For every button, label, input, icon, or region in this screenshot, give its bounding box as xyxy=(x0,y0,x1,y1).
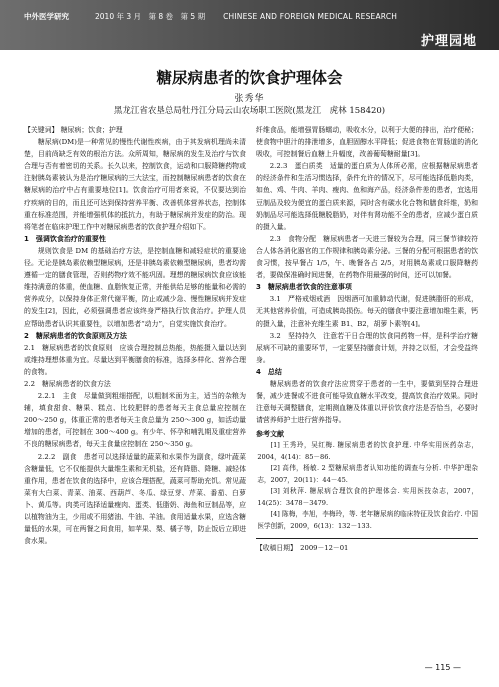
body-paragraph: 糖尿病患者的饮食疗法应贯穿于患者的一生中，要做到坚持合理进餐，减少进餐或不进食可能导致血糖水平改变，提高饮食治疗效果。同时注意每天调整膳食，定期测血糖及体重以评价饮食疗法是否恰当，必要时请营养师护士进行营养指导。 xyxy=(256,379,478,425)
body-paragraph: 纤维食品，能增强胃肠蠕动，吸收水分，以利于大便的排出，治疗便秘；使食物中胆汁的排泄增多，血胆固醇水平降低；促进食物在胃肠道的消化吸收，可控制餐后血糖上升幅度，改善葡萄糖耐量[3]。 xyxy=(256,126,478,159)
body-paragraph: 3.2 坚持持久 注意若干日合理的饮食同药物一样，是科学治疗糖尿病不可缺的重要环节，一定要坚持膳食计划，并持之以恒，才会受益终身。 xyxy=(256,331,478,364)
page-number: — 115 — xyxy=(424,663,461,672)
body-paragraph: 3.1 严格戒烟戒酒 因烟酒可加重肺动代谢，促进胰脂肝的形成，无其他营养价值，可造成胰岛损伤。每天的膳食中要注意增加维生素，钙的摄入量，注意补充维生素 B1、B2，胡萝卜素等[4]。 xyxy=(256,295,478,328)
body-paragraph: 2.2.1 主食 尽量做到粗细搭配，以粗制米面为主，适当的杂粮为辅，填食甜食、糖果、糕点、比较肥胖的患者每天主食总量应控制在 200～250 g，体重正常的患者每天主食总量为 250～300 g，如活动量增加的患者，可控制在 300～400 g。有少年、怀孕和哺乳期及重症营养不良的糖尿病患者，每天主食量应控制在 250～350 g。 xyxy=(24,392,246,449)
section-heading: 2 糖尿病患者的饮食原则及方法 xyxy=(24,331,127,340)
section-heading: 4 总结 xyxy=(256,367,282,376)
keywords: 【关键词】 糖尿病；饮食；护理 xyxy=(24,126,123,134)
author-affiliation: 黑龙江省农垦总局牡丹江分局云山农场职工医院(黑龙江 虎林 158420) xyxy=(113,106,386,116)
article-author: 张秀华 xyxy=(234,94,265,104)
body-paragraph: 2.3 食物分配 糖尿病患者一天进三餐较为合理，同三餐节律较符合人体各消化器官的工作规律和胰岛素分泌。三餐的分配可根据患者的饮食习惯，按早餐占 1/5，午、晚餐各占 2/5，对用胰岛素或口服降糖药者，要做保准确时间进餐，在药物作用最强的时间，还可以加餐。 xyxy=(256,234,478,280)
reference-item: [1] 王秀玲，吴红梅. 糖尿病患者的饮食护理. 中华实用医药杂志，2004，4(14)：85－86. xyxy=(257,441,478,461)
section-heading: 3 糖尿病患者饮食的注意事项 xyxy=(256,283,352,292)
journal-english-name: CHINESE AND FOREIGN MEDICAL RESEARCH xyxy=(223,11,398,21)
journal-name: 中外医学研究 xyxy=(24,11,69,21)
reference-item: [2] 高伟，杨敏. 2 型糖尿病患者认知功能的调查与分析. 中华护理杂志，2007，20(11)：44－45. xyxy=(257,464,478,484)
body-paragraph: 2.2.3 蛋白质类 适量的蛋白质为人体所必需，应根据糖尿病患者的经济条件和生活习惯选择，条件允许的情况下，尽可能选择低脂肉类，如鱼、鸡、牛肉、羊肉、瘦肉、鱼和海产品，经济条件差的患者，宜选用豆制品及较为便宜的蛋白质来源，同时含有碳水化合物和膳食纤维，奶和奶制品尽可能选择低糖脱脂奶，对伴有肾功能不全的患者，应减少蛋白质的摄入量。 xyxy=(256,162,478,231)
received-date: 【收稿日期】 2009－12－01 xyxy=(256,538,478,554)
body-paragraph: 糖尿病(DM)是一种常见的慢性代谢性疾病，由于其发病机理尚未清楚，目前尚缺乏有效的根治方法。众所周知，糖尿病的发生及治疗与饮食合理与否有着密切的关系。长久以来，控制饮食，运动和口服降糖药物或注射胰岛素被认为是治疗糖尿病的三大法宝，而控制糖尿病患者的饮食在糖尿病的治疗中占有重要地位[1]。饮食治疗可用者来说，不仅要达到治疗疾病的目的，而且还可达到保持营养平衡、改善机体营养状态，控制体重在标准范围，并能增强机体的抵抗力，有助于糖尿病并发症的防治。现将笔者在临床护理工作中对糖尿病患者的饮食护理介绍如下。 xyxy=(24,138,246,231)
section-heading: 1 强调饮食治疗的重要性 xyxy=(24,234,106,243)
references-heading: 参考文献 xyxy=(256,430,284,439)
reference-item: [4] 陈梅，李旭，李梅玲，等. 老年糖尿病的临床特征及饮食治疗. 中国医学创新，2009，6(13)：132－133. xyxy=(257,510,478,530)
reference-item: [3] 刘秋萍. 糖尿病合理饮食的护理体会. 实用医技杂志，2007，14(25)：3478－3479. xyxy=(257,487,478,507)
column-name: 护理园地 xyxy=(420,34,477,49)
subsection-paragraph: 2.1 糖尿病患者的饮食原则 应该合理控制总热能，热能摄入量以达到或维持理想体重为宜。尽量达到平衡膳食的标准，选择多样化、营养合理的食物。 xyxy=(24,343,246,376)
issue-info: 2010 年 3 月 第 8 卷 第 5 期 xyxy=(95,11,206,21)
subsection-paragraph: 2.2 糖尿病患者的饮食方法 xyxy=(24,379,111,388)
right-column xyxy=(256,124,478,555)
journal-header xyxy=(0,8,499,24)
article-title: 糖尿病患者的饮食护理体会 xyxy=(156,69,343,87)
left-column xyxy=(24,124,246,547)
body-paragraph: 规则饮食是 DM 的基础治疗方法，是控制血糖和减轻症状的重要途径。无论是胰岛素依赖型糖尿病，还是非胰岛素依赖型糖尿病，患者均需遵循一定的膳食管理，否则药物疗效不能巩固。理想的糖尿病饮食应该能维持满意的体重，使血糖、血脂恢复正常，并能供给足够的能量和必需的营养成分，以保持身体正常代谢平衡，防止或减少急、慢性糖尿病并发症的发生[2]，因此，必须强调患者应该终身严格执行饮食治疗。护理人员应帮助患者认识其重要性，以增加患者“动力”，自觉实施饮食治疗。 xyxy=(24,246,246,328)
body-paragraph: 2.2.2 副食 患者可以选择适量的蔬菜和水果作为副食，绿叶蔬菜含糖量低，它不仅能提供大量维生素和无机盐，还有降脂、降糖、减轻体重作用，患者在饮食的选择中，应该合理搭配，蔬菜可帮助充饥。常见蔬菜有大白菜、青菜、油菜、西葫芦、冬瓜、绿豆芽、芹菜、番茄、白萝卜、黄瓜等。肉类可选择适量瘦肉、蛋类、低脂奶、海鱼和豆制品等，应以植物油为主，少用或不用猪油、牛油、羊油。食用适量水果，应选含糖量低的水果，可在两餐之间食用，如苹果、梨、橘子等，防止饭后立即进食水果。 xyxy=(24,452,246,546)
